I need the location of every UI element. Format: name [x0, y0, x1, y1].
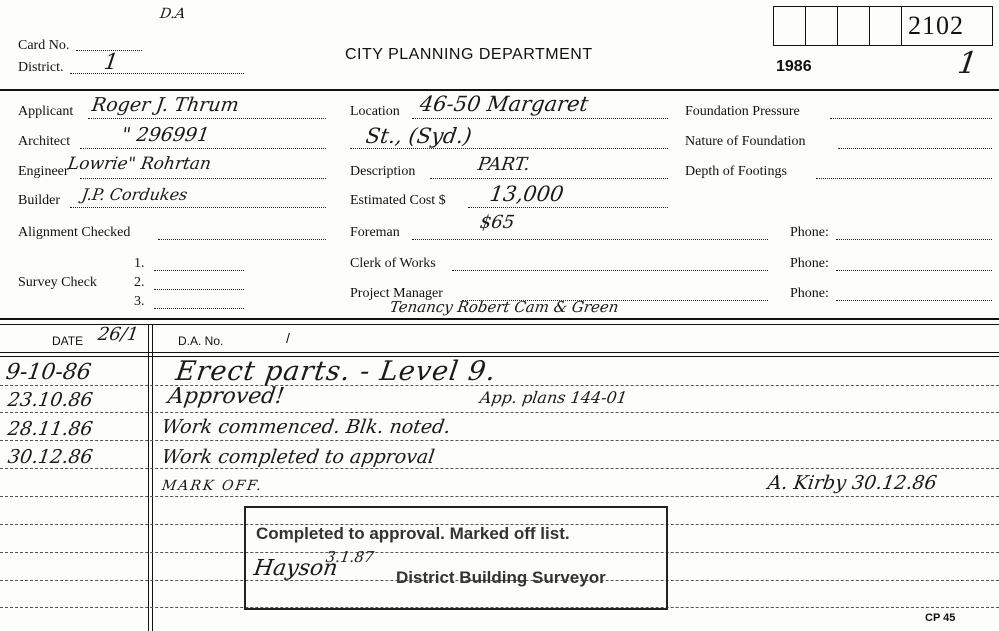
foreman-phone-label: Phone: — [790, 225, 829, 240]
district-dotline — [70, 73, 244, 74]
log-entry-1-date: 9-10-86 — [4, 360, 93, 385]
engineer-value: Lowrie" Rohrtan — [66, 154, 213, 174]
location-dotline-2 — [350, 148, 668, 149]
log-column-separator — [148, 324, 149, 631]
applicant-value: Roger J. Thrum — [90, 94, 241, 116]
location-value-2: St., (Syd.) — [364, 124, 474, 148]
architect-value: " 296991 — [120, 124, 211, 146]
log-header-divider-2 — [0, 356, 999, 357]
log-rule — [0, 440, 999, 441]
applicant-label: Applicant — [18, 104, 74, 119]
stamp-line-2: District Building Surveyor — [396, 568, 606, 587]
da-no-value: / — [286, 330, 290, 346]
log-column-separator-2 — [152, 324, 153, 631]
nature-foundation-dotline — [838, 148, 992, 149]
builder-label: Builder — [18, 193, 60, 208]
da-no-label: D.A. No. — [178, 334, 224, 348]
depth-footings-label: Depth of Footings — [685, 164, 787, 179]
date-column-label: DATE — [52, 334, 84, 348]
engineer-dotline — [80, 178, 326, 179]
engineer-label: Engineer — [18, 164, 69, 179]
foundation-pressure-label: Foundation Pressure — [685, 104, 800, 119]
log-rule — [0, 496, 999, 497]
description-label: Description — [350, 164, 416, 179]
clerk-dotline — [452, 270, 768, 271]
foreman-label: Foreman — [350, 225, 400, 240]
survey-3-dotline — [154, 308, 244, 309]
survey-label: Survey Check — [18, 275, 97, 290]
builder-dotline — [70, 207, 326, 208]
depth-footings-dotline — [816, 178, 992, 179]
survey-1-dotline — [154, 270, 244, 271]
architect-dotline — [80, 148, 326, 149]
tenancy-note: Tenancy Robert Cam & Green — [388, 298, 620, 316]
foreman-phone-dotline — [836, 239, 992, 240]
log-rule — [0, 468, 999, 469]
log-entry-3-date: 28.11.86 — [6, 418, 95, 440]
stamp-date: 3.1.87 — [324, 548, 375, 566]
location-label: Location — [350, 104, 400, 119]
log-entry-4-date: 30.12.86 — [6, 446, 95, 468]
clerk-phone-label: Phone: — [790, 256, 829, 271]
log-rule — [0, 385, 999, 386]
project-manager-phone-label: Phone: — [790, 286, 829, 301]
stamp-signature: Hayson — [252, 556, 340, 581]
estimated-cost-dotline — [468, 207, 668, 208]
architect-label: Architect — [18, 134, 71, 149]
district-value: 1 — [102, 50, 120, 75]
approval-stamp — [244, 506, 668, 610]
applicant-dotline — [88, 118, 326, 119]
log-entry-1-text: Erect parts. - Level 9. — [173, 356, 499, 387]
form-code: CP 45 — [925, 612, 956, 624]
survey-3-label: 3. — [134, 294, 145, 309]
survey-2-label: 2. — [134, 275, 145, 290]
survey-2-dotline — [154, 289, 244, 290]
clerk-label: Clerk of Works — [350, 256, 436, 271]
location-dotline — [412, 118, 668, 119]
date-scribble: 26/1 — [96, 324, 140, 345]
nature-foundation-label: Nature of Foundation — [685, 134, 806, 149]
foundation-pressure-dotline — [830, 118, 992, 119]
description-value: PART. — [476, 154, 532, 175]
log-rule — [0, 412, 999, 413]
foreman-dotline — [412, 239, 768, 240]
log-entry-2-text: Approved! — [166, 384, 286, 409]
log-entry-4-text: Work completed to approval — [160, 446, 436, 468]
card-suffix: 1 — [955, 46, 980, 81]
estimated-cost-value: 13,000 — [488, 182, 566, 206]
survey-1-label: 1. — [134, 256, 145, 271]
clerk-phone-dotline — [836, 270, 992, 271]
card-number-box — [773, 6, 993, 46]
card-no-label: Card No. — [18, 38, 70, 53]
alignment-dotline — [158, 239, 326, 240]
location-value-1: 46-50 Margaret — [418, 92, 590, 116]
district-label: District. — [18, 60, 64, 75]
header-divider — [0, 89, 999, 91]
log-entry-5-extra: A. Kirby 30.12.86 — [766, 472, 939, 494]
description-dotline — [430, 178, 668, 179]
foreman-value: $65 — [478, 212, 516, 233]
log-entry-5-text: MARK OFF. — [160, 478, 265, 494]
log-entry-3-text: Work commenced. Blk. noted. — [160, 416, 452, 438]
log-top-divider-2 — [0, 324, 999, 325]
log-top-divider — [0, 318, 999, 320]
log-header-divider — [0, 352, 999, 353]
log-entry-2-date: 23.10.86 — [6, 389, 95, 411]
year-label: 1986 — [776, 58, 812, 75]
alignment-label: Alignment Checked — [18, 225, 131, 240]
estimated-cost-label: Estimated Cost $ — [350, 193, 446, 208]
builder-value: J.P. Cordukes — [80, 185, 189, 204]
project-manager-label: Project Manager — [350, 286, 443, 301]
project-manager-phone-dotline — [836, 300, 992, 301]
page-title: CITY PLANNING DEPARTMENT — [345, 46, 593, 63]
card-no-value: D.A — [158, 6, 187, 22]
log-entry-2-extra: App. plans 144-01 — [478, 388, 629, 407]
card-number: 2102 — [908, 11, 964, 40]
stamp-line-1: Completed to approval. Marked off list. — [256, 524, 570, 543]
